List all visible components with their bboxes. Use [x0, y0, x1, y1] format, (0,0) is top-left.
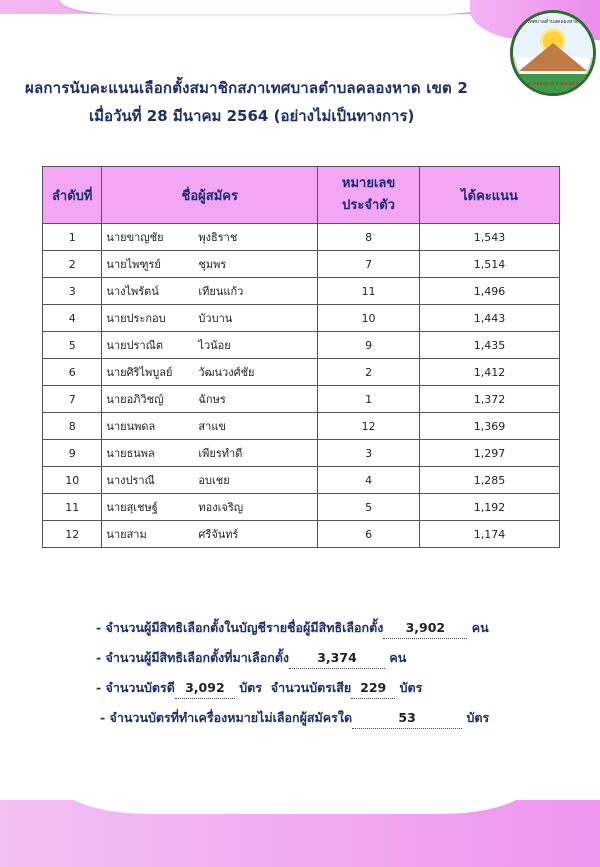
- header-score: ได้คะแนน: [420, 167, 560, 224]
- good-value: 3,092: [175, 678, 235, 699]
- page-title: ผลการนับคะแนนเลือกตั้งสมาชิกสภาเทศบาลตำบลคลองหาด เขต 2: [25, 79, 469, 97]
- row-last-name: พุงธิราช: [198, 231, 238, 244]
- table-header-row: [43, 167, 560, 224]
- row-candidate-number: 12: [318, 413, 420, 440]
- row-candidate-number: 10: [318, 305, 420, 332]
- row-name: [102, 305, 318, 332]
- row-first-name: นายขาญชัย: [106, 231, 164, 244]
- row-score: 1,297: [420, 440, 560, 467]
- bad-value: 229: [351, 678, 395, 699]
- row-last-name: ศรีจันทร์: [198, 528, 239, 541]
- header-candidate-line1: หมายเลข: [341, 176, 396, 191]
- header-candidate-number: [318, 167, 420, 224]
- row-name: [102, 251, 318, 278]
- row-candidate-number: 5: [318, 494, 420, 521]
- header-name: ชื่อผู้สมัคร: [102, 167, 318, 224]
- table-row: [43, 413, 560, 440]
- row-first-name: นางไพรัตน์: [106, 285, 159, 298]
- bad-label: จำนวนบัตรเสีย: [270, 680, 352, 695]
- row-score: 1,285: [420, 467, 560, 494]
- bottom-decor-curve: [60, 784, 530, 814]
- summary-voted: [96, 648, 406, 668]
- row-name: [102, 440, 318, 467]
- table-row: [43, 305, 560, 332]
- row-candidate-number: 4: [318, 467, 420, 494]
- page-subtitle: เมื่อวันที่ 28 มีนาคม 2564 (อย่างไม่เป็นทางการ): [89, 107, 415, 125]
- row-name: [102, 413, 318, 440]
- row-score: 1,496: [420, 278, 560, 305]
- row-last-name: เทียนแก้ว: [198, 285, 244, 298]
- summary-ballots: [96, 678, 422, 698]
- table-row: [43, 359, 560, 386]
- row-last-name: ไวน้อย: [198, 339, 231, 352]
- row-no: 3: [43, 278, 102, 305]
- row-no: 9: [43, 440, 102, 467]
- row-candidate-number: 6: [318, 521, 420, 548]
- table-row: [43, 386, 560, 413]
- row-score: 1,412: [420, 359, 560, 386]
- novote-label: - จำนวนบัตรที่ทำเครื่องหมายไม่เลือกผู้สมัครใด: [100, 710, 353, 725]
- row-name: [102, 467, 318, 494]
- row-first-name: นายศิริไพบูลย์: [106, 366, 173, 379]
- top-decor-curve: [60, 0, 500, 14]
- row-no: 5: [43, 332, 102, 359]
- row-score: 1,192: [420, 494, 560, 521]
- row-candidate-number: 1: [318, 386, 420, 413]
- eligible-value: 3,902: [383, 618, 467, 639]
- row-first-name: นายปราณีต: [106, 339, 163, 352]
- summary-eligible: [96, 618, 489, 638]
- row-first-name: นายสาม: [106, 528, 147, 541]
- row-no: 10: [43, 467, 102, 494]
- good-label: - จำนวนบัตรดี: [96, 680, 175, 695]
- row-first-name: นายประกอบ: [106, 312, 166, 325]
- table-row: [43, 332, 560, 359]
- table-row: [43, 440, 560, 467]
- row-no: 12: [43, 521, 102, 548]
- seal-mountain: [519, 43, 587, 71]
- voted-label: - จำนวนผู้มีสิทธิเลือกตั้งที่มาเลือกตั้ง: [96, 650, 290, 665]
- row-first-name: นายสุเชษฐ์: [106, 501, 158, 514]
- seal-bottom-text: อ.คลองหาด จ.สระแก้ว: [528, 81, 578, 87]
- summary-novote: [100, 708, 489, 728]
- row-score: 1,514: [420, 251, 560, 278]
- row-candidate-number: 11: [318, 278, 420, 305]
- header-no: ลำดับที่: [43, 167, 102, 224]
- table-row: [43, 278, 560, 305]
- row-first-name: นางปราณี: [106, 474, 155, 487]
- row-last-name: ฉักษร: [198, 393, 226, 406]
- row-first-name: นายธนพล: [106, 447, 155, 460]
- row-score: 1,443: [420, 305, 560, 332]
- row-last-name: สาแข: [198, 420, 226, 433]
- row-first-name: นายนพดล: [106, 420, 156, 433]
- row-no: 4: [43, 305, 102, 332]
- row-no: 7: [43, 386, 102, 413]
- row-score: 1,369: [420, 413, 560, 440]
- novote-value: 53: [352, 708, 462, 729]
- table-row: [43, 224, 560, 251]
- eligible-label: - จำนวนผู้มีสิทธิเลือกตั้งในบัญชีรายชื่อผู้มีสิทธิเลือกตั้ง: [96, 620, 384, 635]
- row-candidate-number: 8: [318, 224, 420, 251]
- good-unit: บัตร: [239, 680, 263, 695]
- row-score: 1,372: [420, 386, 560, 413]
- row-score: 1,543: [420, 224, 560, 251]
- row-last-name: บัวบาน: [198, 312, 233, 325]
- results-table: [42, 166, 560, 548]
- row-last-name: เพียรทำดี: [198, 447, 243, 460]
- row-candidate-number: 7: [318, 251, 420, 278]
- row-first-name: นายอภิวิชญ์: [106, 393, 164, 406]
- voted-unit: คน: [389, 650, 407, 665]
- table-row: [43, 521, 560, 548]
- row-no: 6: [43, 359, 102, 386]
- bad-unit: บัตร: [399, 680, 423, 695]
- table-row: [43, 494, 560, 521]
- row-no: 2: [43, 251, 102, 278]
- row-no: 11: [43, 494, 102, 521]
- voted-value: 3,374: [289, 648, 385, 669]
- row-name: [102, 359, 318, 386]
- row-score: 1,174: [420, 521, 560, 548]
- row-last-name: อบเชย: [198, 474, 230, 487]
- row-name: [102, 278, 318, 305]
- row-last-name: ทองเจริญ: [198, 501, 244, 514]
- row-no: 8: [43, 413, 102, 440]
- municipality-seal-icon: [510, 10, 596, 96]
- row-score: 1,435: [420, 332, 560, 359]
- row-last-name: ชุมพร: [198, 258, 227, 271]
- table-row: [43, 467, 560, 494]
- seal-top-text: เทศบาลตำบลคลองหาด: [527, 19, 579, 25]
- novote-unit: บัตร: [466, 710, 490, 725]
- row-name: [102, 332, 318, 359]
- row-name: [102, 521, 318, 548]
- row-candidate-number: 2: [318, 359, 420, 386]
- header-candidate-line2: ประจำตัว: [342, 198, 395, 213]
- table-row: [43, 251, 560, 278]
- row-first-name: นายไพฑูรย์: [106, 258, 161, 271]
- row-no: 1: [43, 224, 102, 251]
- row-name: [102, 224, 318, 251]
- row-name: [102, 494, 318, 521]
- row-name: [102, 386, 318, 413]
- row-candidate-number: 3: [318, 440, 420, 467]
- row-candidate-number: 9: [318, 332, 420, 359]
- row-last-name: วัฒนวงศ์ชัย: [198, 366, 255, 379]
- eligible-unit: คน: [471, 620, 489, 635]
